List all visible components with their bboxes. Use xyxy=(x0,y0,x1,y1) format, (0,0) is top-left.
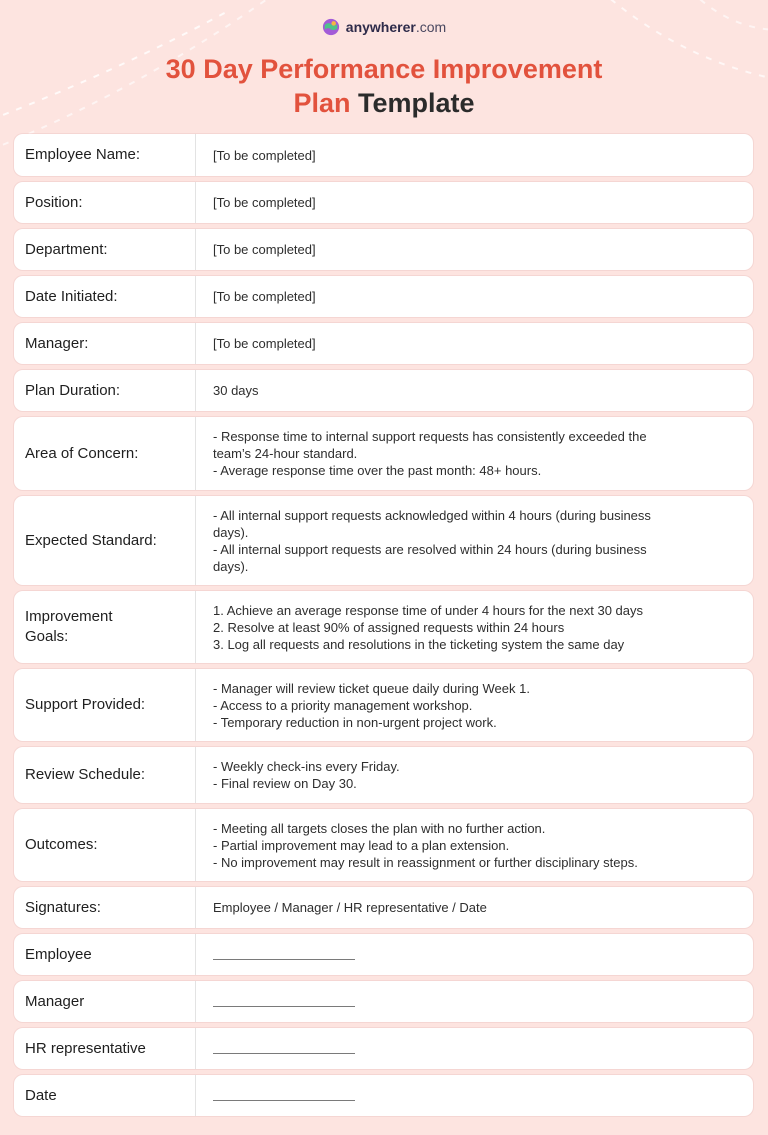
row-value: Employee / Manager / HR representative / Date xyxy=(213,900,487,915)
row-signatures xyxy=(14,887,753,928)
row-date-signature xyxy=(14,1075,753,1116)
row-label: Support Provided: xyxy=(14,669,196,741)
signature-line xyxy=(213,1053,355,1054)
row-review-schedule xyxy=(14,747,753,803)
signature-field[interactable] xyxy=(196,1028,753,1069)
row-label: Plan Duration: xyxy=(14,370,196,411)
row-position xyxy=(14,182,753,223)
row-label: Employee xyxy=(14,934,196,975)
row-value[interactable]: - Response time to internal support requests has consistently exceeded the team’s 24-hour standard. - Average response time over the past month: 48+ hours. xyxy=(213,429,647,478)
row-value[interactable]: - All internal support requests acknowledged within 4 hours (during business days). - All internal support requests are resolved within 24 hours (during business days). xyxy=(213,507,651,574)
row-value[interactable]: 1. Achieve an average response time of under 4 hours for the next 30 days 2. Resolve at least 90% of assigned requests within 24 hours 3. Log all requests and resolutions in the ticketing system the same day xyxy=(213,602,643,652)
row-hr-signature xyxy=(14,1028,753,1069)
row-value[interactable]: - Manager will review ticket queue daily during Week 1. - Access to a priority management workshop. - Temporary reduction in non-urgent project work. xyxy=(213,680,530,730)
row-value[interactable]: [To be completed] xyxy=(213,242,316,257)
row-label: Expected Standard: xyxy=(14,496,196,585)
row-label: Department: xyxy=(14,229,196,270)
brand-tld: .com xyxy=(415,19,447,35)
signature-field[interactable] xyxy=(196,1075,753,1116)
row-employee-name xyxy=(14,134,753,176)
signature-line xyxy=(213,959,355,960)
page-title xyxy=(0,52,768,120)
row-label: Review Schedule: xyxy=(14,747,196,803)
row-manager-signature xyxy=(14,981,753,1022)
row-expected-standard xyxy=(14,496,753,585)
row-label: Date Initiated: xyxy=(14,276,196,317)
row-value[interactable]: 30 days xyxy=(213,383,259,398)
row-manager xyxy=(14,323,753,364)
globe-pin-icon xyxy=(322,18,340,36)
row-label: Manager xyxy=(14,981,196,1022)
row-employee-signature xyxy=(14,934,753,975)
row-support-provided xyxy=(14,669,753,741)
title-rest: Template xyxy=(358,88,475,118)
row-label: Manager: xyxy=(14,323,196,364)
row-label: Improvement Goals: xyxy=(14,591,196,663)
row-department xyxy=(14,229,753,270)
row-area-of-concern xyxy=(14,417,753,490)
row-label: Signatures: xyxy=(14,887,196,928)
row-value[interactable]: [To be completed] xyxy=(213,195,316,210)
row-value[interactable]: - Weekly check-ins every Friday. - Final review on Day 30. xyxy=(213,759,400,791)
row-label: Employee Name: xyxy=(14,134,196,176)
signature-field[interactable] xyxy=(196,934,753,975)
row-plan-duration xyxy=(14,370,753,411)
row-label: HR representative xyxy=(14,1028,196,1069)
signature-line xyxy=(213,1006,355,1007)
row-value[interactable]: [To be completed] xyxy=(213,289,316,304)
signature-field[interactable] xyxy=(196,981,753,1022)
row-label: Position: xyxy=(14,182,196,223)
plan-table xyxy=(14,134,753,1122)
row-value[interactable]: - Meeting all targets closes the plan with no further action. - Partial improvement may lead to a plan extension. - No improvement may result in reassignment or further disciplinary steps. xyxy=(213,820,638,870)
row-value[interactable]: [To be completed] xyxy=(213,147,316,163)
brand-logo xyxy=(0,18,768,36)
row-outcomes xyxy=(14,809,753,881)
row-label: Date xyxy=(14,1075,196,1116)
row-date-initiated xyxy=(14,276,753,317)
row-value[interactable]: [To be completed] xyxy=(213,336,316,351)
title-line-1: 30 Day Performance Improvement xyxy=(165,54,603,84)
row-improvement-goals xyxy=(14,591,753,663)
signature-line xyxy=(213,1100,355,1101)
row-label: Outcomes: xyxy=(14,809,196,881)
title-accent-word: Plan xyxy=(293,88,351,118)
brand-name: anywherer xyxy=(345,19,416,35)
row-label: Area of Concern: xyxy=(14,417,196,490)
